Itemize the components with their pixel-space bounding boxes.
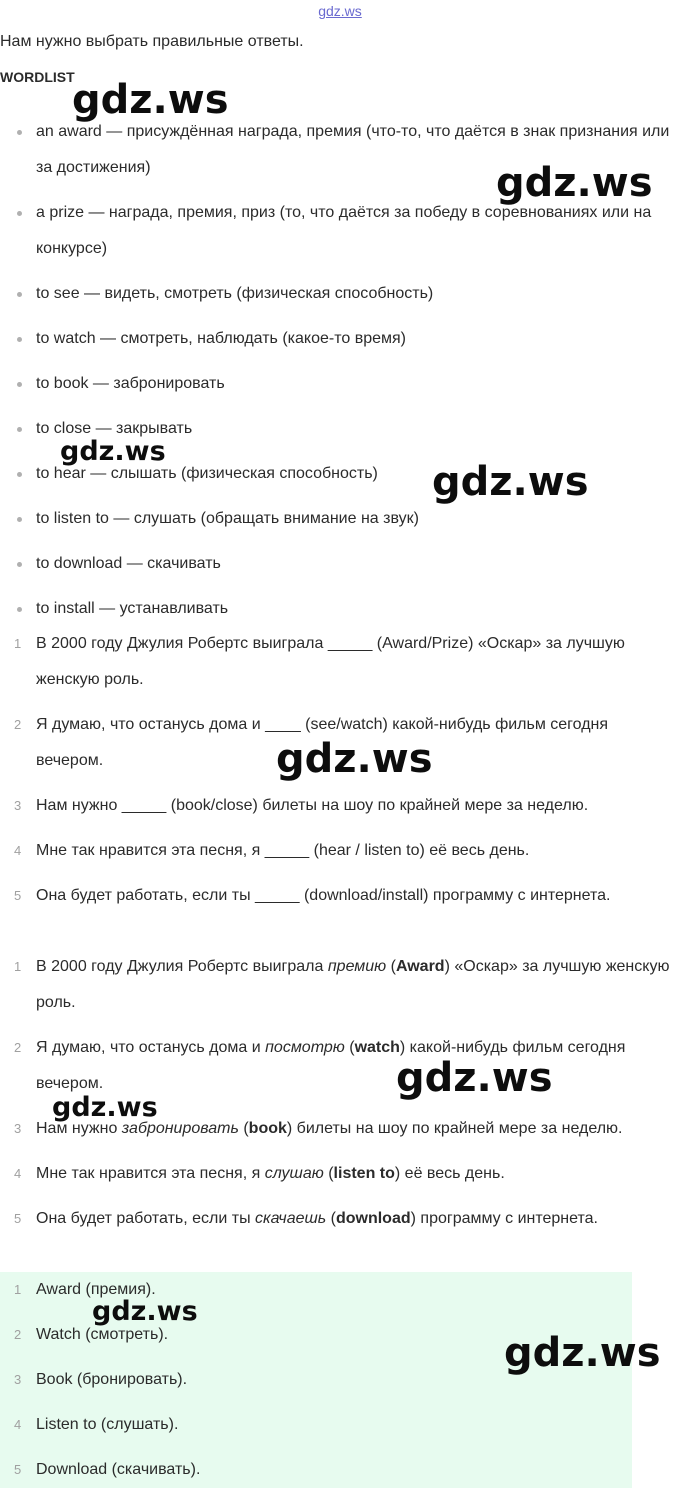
answer-translation: премию <box>327 958 387 975</box>
answer-translation: посмотрю <box>265 1039 345 1056</box>
wordlist-item-text: to see — видеть, смотреть (физическая способность) <box>36 285 434 302</box>
item-number: 5 <box>14 888 22 903</box>
item-number: 4 <box>14 843 22 858</box>
answer-text-after: ) программу с интернета. <box>410 1210 598 1227</box>
bullet-icon <box>17 130 22 135</box>
answer-paren-open: ( <box>386 958 396 975</box>
answer-text-before: Нам нужно <box>36 1120 122 1137</box>
answer-text-after: ) её весь день. <box>394 1165 505 1182</box>
answer-text-after: ) билеты на шоу по крайней мере за неделю. <box>286 1120 623 1137</box>
answer-word: Award <box>395 958 445 975</box>
wordlist-item-text: to close — закрывать <box>36 420 193 437</box>
intro-text: Нам нужно выбрать правильные ответы. <box>0 33 304 50</box>
watermark: gdz.ws <box>92 1296 198 1327</box>
answer-paren-open: ( <box>323 1165 334 1182</box>
bullet-icon <box>17 472 22 477</box>
item-number: 1 <box>14 959 22 974</box>
item-number: 3 <box>14 798 22 813</box>
answer-item <box>0 949 680 1021</box>
watermark: gdz.ws <box>396 1055 553 1101</box>
task-item <box>0 833 680 869</box>
wordlist-item-text: to listen to — слушать (обращать внимание на звук) <box>36 510 419 527</box>
short-answer-text: Watch (смотреть). <box>36 1326 169 1343</box>
answer-translation: забронировать <box>121 1120 239 1137</box>
watermark: gdz.ws <box>504 1330 661 1376</box>
item-number: 2 <box>14 717 22 732</box>
task-text: Она будет работать, если ты _____ (download/install) программу с интернета. <box>36 887 611 904</box>
bullet-icon <box>17 517 22 522</box>
short-answer-text: Book (бронировать). <box>36 1371 188 1388</box>
answer-word: book <box>248 1120 287 1137</box>
task-text: В 2000 году Джулия Робертс выиграла _____ (Award/Prize) «Оскар» за лучшую женскую роль. <box>36 635 625 688</box>
answer-item <box>0 1201 680 1237</box>
bullet-icon <box>17 211 22 216</box>
wordlist-item-text: to book — забронировать <box>36 375 225 392</box>
item-number: 4 <box>14 1417 22 1432</box>
bullet-icon <box>17 382 22 387</box>
wordlist-item-text: to download — скачивать <box>36 555 221 572</box>
short-answer-text: Download (скачивать). <box>36 1461 201 1478</box>
wordlist-heading: WORDLIST <box>0 69 75 85</box>
bullet-icon <box>17 607 22 612</box>
item-number: 3 <box>14 1121 22 1136</box>
watermark: gdz.ws <box>52 1092 158 1123</box>
watermark: gdz.ws <box>432 459 589 505</box>
wordlist-item <box>0 546 680 582</box>
wordlist-item-text: an award — присуждённая награда, премия (что-то, что даётся в знак признания или за достижения) <box>36 123 670 176</box>
item-number: 4 <box>14 1166 22 1181</box>
wordlist-item <box>0 591 680 627</box>
watermark: gdz.ws <box>72 77 229 123</box>
wordlist-item-text: to install — устанавливать <box>36 600 229 617</box>
answer-text-after: ) «Оскар» за лучшую женскую роль. <box>36 958 670 1011</box>
wordlist-item-text: to hear — слышать (физическая способность) <box>36 465 378 482</box>
wordlist-item-text: to watch — смотреть, наблюдать (какое-то время) <box>36 330 406 347</box>
answer-translation: слушаю <box>264 1165 324 1182</box>
bullet-icon <box>17 427 22 432</box>
bullet-icon <box>17 292 22 297</box>
bullet-icon <box>17 562 22 567</box>
task-text: Нам нужно _____ (book/close) билеты на шоу по крайней мере за неделю. <box>36 797 589 814</box>
task-text: Мне так нравится эта песня, я _____ (hear / listen to) её весь день. <box>36 842 530 859</box>
item-number: 5 <box>14 1462 22 1477</box>
watermark: gdz.ws <box>60 436 166 467</box>
answer-text-before: В 2000 году Джулия Робертс выиграла <box>36 958 328 975</box>
task-item <box>0 788 680 824</box>
task-text: Я думаю, что останусь дома и ____ (see/watch) какой-нибудь фильм сегодня вечером. <box>36 716 609 769</box>
answer-paren-open: ( <box>344 1039 355 1056</box>
answer-word: download <box>335 1210 411 1227</box>
wordlist-item <box>0 321 680 357</box>
answer-text-before: Я думаю, что останусь дома и <box>36 1039 266 1056</box>
item-number: 1 <box>14 636 22 651</box>
item-number: 5 <box>14 1211 22 1226</box>
item-number: 3 <box>14 1372 22 1387</box>
item-number: 2 <box>14 1327 22 1342</box>
answer-text-before: Она будет работать, если ты <box>36 1210 256 1227</box>
answer-word: listen to <box>333 1165 395 1182</box>
site-link[interactable]: gdz.ws <box>318 3 362 19</box>
bullet-icon <box>17 337 22 342</box>
wordlist-item <box>0 501 680 537</box>
short-answer-item <box>0 1407 632 1443</box>
short-answer-item <box>0 1452 632 1488</box>
wordlist-item <box>0 366 680 402</box>
answer-text-before: Мне так нравится эта песня, я <box>36 1165 265 1182</box>
item-number: 2 <box>14 1040 22 1055</box>
item-number: 1 <box>14 1282 22 1297</box>
short-answer-text: Listen to (слушать). <box>36 1416 179 1433</box>
answer-word: watch <box>354 1039 400 1056</box>
answer-text-after: ) какой-нибудь фильм сегодня вечером. <box>36 1039 626 1092</box>
answer-paren-open: ( <box>326 1210 336 1227</box>
answer-item <box>0 1156 680 1192</box>
wordlist-item-text: a prize — награда, премия, приз (то, что даётся за победу в соревнованиях или на конкурсе) <box>36 204 652 257</box>
watermark: gdz.ws <box>276 736 433 782</box>
watermark: gdz.ws <box>496 160 653 206</box>
wordlist-item <box>0 276 680 312</box>
task-item <box>0 626 680 698</box>
short-answer-text: Award (премия). <box>36 1281 156 1298</box>
answer-paren-open: ( <box>238 1120 249 1137</box>
answer-translation: скачаешь <box>255 1210 327 1227</box>
task-item <box>0 878 680 914</box>
